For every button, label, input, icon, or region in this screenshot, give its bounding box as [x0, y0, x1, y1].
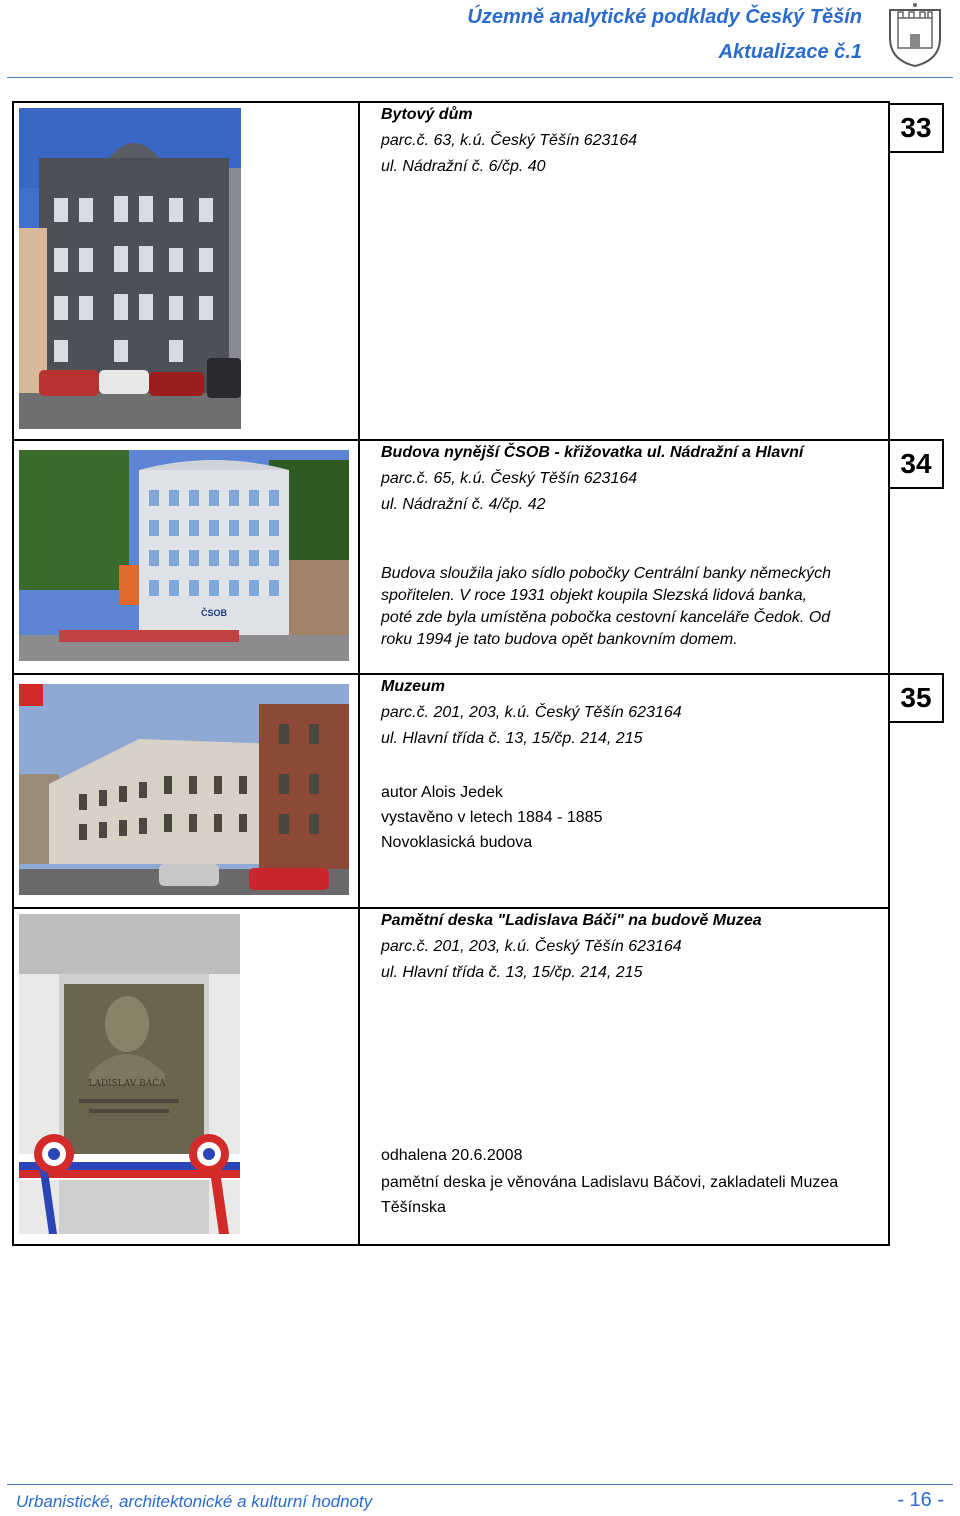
csob-sign: ČSOB: [201, 608, 228, 618]
entry-34-desc-line-3: poté zde byla umístěna pobočka cestovní kanceláře Čedok. Od: [381, 609, 831, 626]
entry-34-desc-line-4: roku 1994 je tato budova opět bankovním domem.: [381, 631, 738, 648]
memorial-plaque-photo: [19, 914, 240, 1234]
entry-plaque-desc-line-3: Těšínska: [381, 1199, 446, 1216]
entry-33-number: 33: [888, 103, 944, 153]
city-crest-logo: [884, 2, 946, 68]
header-subtitle: Aktualizace č.1: [718, 41, 862, 63]
entry-35-title: Muzeum: [381, 678, 445, 695]
museum-photo: [19, 684, 349, 895]
entry-plaque-desc-line-1: odhalena 20.6.2008: [381, 1147, 523, 1164]
entry-plaque-title: Pamětní deska "Ladislava Báči" na budově Muzea: [381, 912, 762, 929]
entry-35-parcel: parc.č. 201, 203, k.ú. Český Těšín 623164: [381, 704, 682, 721]
header-title: Územně analytické podklady Český Těšín: [467, 6, 862, 28]
entry-34-title: Budova nynější ČSOB - křižovatka ul. Nádražní a Hlavní: [381, 444, 804, 461]
footer-section-title: Urbanistické, architektonické a kulturní hodnoty: [16, 1492, 373, 1511]
footer-rule: [7, 1484, 953, 1485]
entry-34-number: 34: [888, 439, 944, 489]
entry-34-desc-line-2: spořitelen. V roce 1931 objekt koupila Slezská lidová banka,: [381, 587, 808, 604]
entry-plaque-address: ul. Hlavní třída č. 13, 15/čp. 214, 215: [381, 964, 643, 981]
entry-33-text: [381, 102, 637, 180]
header-rule: [7, 77, 953, 78]
entry-35-address: ul. Hlavní třída č. 13, 15/čp. 214, 215: [381, 730, 643, 747]
entry-plaque-description: [381, 1143, 886, 1220]
entry-35-desc-line-3: Novoklasická budova: [381, 834, 533, 851]
entry-35-desc-line-1: autor Alois Jedek: [381, 784, 503, 801]
entry-35-description: [381, 780, 886, 855]
entry-34-parcel: parc.č. 65, k.ú. Český Těšín 623164: [381, 470, 638, 487]
entry-35-number: 35: [888, 673, 944, 723]
entry-33-title: Bytový dům: [381, 106, 473, 123]
plaque-name: LADISLAV BÁČA: [88, 1079, 166, 1089]
entry-35-text: [381, 674, 682, 752]
csob-building-photo: [19, 450, 349, 661]
entry-plaque-text: [381, 908, 762, 986]
entry-34-desc-line-1: Budova sloužila jako sídlo pobočky Centrální banky německých: [381, 565, 832, 582]
entry-33-parcel: parc.č. 63, k.ú. Český Těšín 623164: [381, 132, 638, 149]
entry-34-text: [381, 440, 803, 518]
building-photo: [19, 108, 241, 429]
footer-page-number: - 16 -: [897, 1489, 944, 1511]
entry-34-address: ul. Nádražní č. 4/čp. 42: [381, 496, 546, 513]
entry-33-address: ul. Nádražní č. 6/čp. 40: [381, 158, 546, 175]
entry-35-desc-line-2: vystavěno v letech 1884 - 1885: [381, 809, 603, 826]
entry-34-description: [381, 563, 886, 651]
entry-plaque-desc-line-2: pamětní deska je věnována Ladislavu Báčovi, zakladateli Muzea: [381, 1174, 839, 1191]
entry-plaque-parcel: parc.č. 201, 203, k.ú. Český Těšín 623164: [381, 938, 682, 955]
